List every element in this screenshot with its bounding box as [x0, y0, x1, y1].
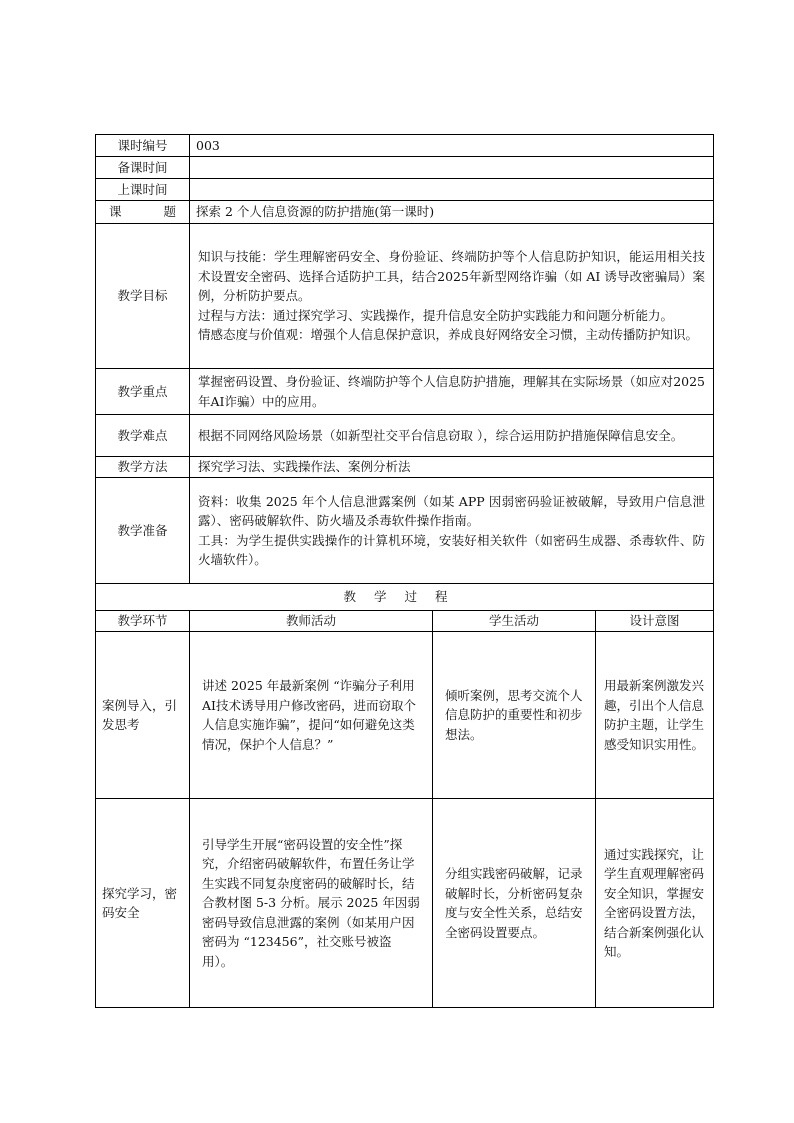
difficulties-value: 根据不同网络风险场景（如新型社交平台信息窃取 ），综合运用防护措施保障信息安全。	[190, 415, 714, 457]
row-process-header	[96, 611, 714, 632]
row-prep-time	[96, 157, 714, 179]
process-stage: 探究学习，密码安全	[96, 799, 190, 1008]
row-difficulties	[96, 415, 714, 457]
goals-label: 教学目标	[96, 224, 190, 369]
col-header-student: 学生活动	[433, 611, 596, 632]
difficulties-label: 教学难点	[96, 415, 190, 457]
goals-attitude: 情感态度与价值观：增强个人信息保护意识，养成良好网络安全习惯，主动传播防护知识。	[198, 327, 699, 343]
process-student-activity: 倾听案例，思考交流个人信息防护的重要性和初步想法。	[433, 632, 596, 799]
col-header-intent: 设计意图	[596, 611, 714, 632]
key-points-label: 教学重点	[96, 369, 190, 415]
process-design-intent: 用最新案例激发兴趣，引出个人信息防护主题，让学生感受知识实用性。	[596, 632, 714, 799]
row-key-points	[96, 369, 714, 415]
table-row	[96, 799, 714, 1008]
lesson-no-label: 课时编号	[96, 135, 190, 157]
row-preparation	[96, 478, 714, 584]
col-header-stage: 教学环节	[96, 611, 190, 632]
lesson-plan-sheet	[95, 134, 713, 1008]
topic-value: 探索 2 个人信息资源的防护措施(第一课时)	[190, 201, 714, 224]
topic-label-part2: 题	[163, 204, 177, 220]
preparation-tools: 工具：为学生提供实践操作的计算机环境，安装好相关软件（如密码生成器、杀毒软件、防火墙软件）。	[198, 532, 706, 567]
row-topic	[96, 201, 714, 224]
process-student-activity: 分组实践密码破解，记录破解时长，分析密码复杂度与安全性关系，总结安全密码设置要点。	[433, 799, 596, 1008]
process-heading: 教学过程	[96, 584, 714, 611]
goals-knowledge: 知识与技能：学生理解密码安全、身份验证、终端防护等个人信息防护知识，能运用相关技术设置安全密码、选择合适防护工具，结合2025年新型网络诈骗（如 AI 诱导改密骗局）案例，分析防护要点。	[198, 249, 706, 304]
process-teacher-activity: 讲述 2025 年最新案例 “诈骗分子利用AI技术诱导用户修改密码，进而窃取个人信息实施诈骗”，提问“如何避免这类情况，保护个人信息？”	[190, 632, 433, 799]
topic-label	[96, 201, 190, 224]
row-goals	[96, 224, 714, 369]
row-class-time	[96, 179, 714, 201]
process-teacher-activity: 引导学生开展“密码设置的安全性”探究，介绍密码破解软件，布置任务让学生实践不同复杂度密码的破解时长，结合教材图 5-3 分析。展示 2025 年因弱密码导致信息泄露的案例（如某用户因密码为 “123456”，社交账号被盗用）。	[190, 799, 433, 1008]
col-header-teacher: 教师活动	[190, 611, 433, 632]
goals-process: 过程与方法：通过探究学习、实践操作，提升信息安全防护实践能力和问题分析能力。	[198, 307, 674, 323]
goals-content	[190, 224, 714, 369]
row-methods	[96, 457, 714, 478]
prep-time-value	[190, 157, 714, 179]
row-process-heading	[96, 584, 714, 611]
lesson-no-value: 003	[190, 135, 714, 157]
preparation-materials: 资料：收集 2025 年个人信息泄露案例（如某 APP 因弱密码验证被破解，导致用户信息泄露）、密码破解软件、防火墙及杀毒软件操作指南。	[198, 493, 706, 528]
topic-label-part1: 课	[108, 204, 122, 220]
table-row	[96, 632, 714, 799]
prep-time-label: 备课时间	[96, 157, 190, 179]
lesson-plan-table	[95, 134, 714, 1008]
process-design-intent: 通过实践探究，让学生直观理解密码安全知识，掌握安全密码设置方法，结合新案例强化认知。	[596, 799, 714, 1008]
preparation-label: 教学准备	[96, 478, 190, 584]
methods-label: 教学方法	[96, 457, 190, 478]
process-stage: 案例导入，引发思考	[96, 632, 190, 799]
row-lesson-no	[96, 135, 714, 157]
preparation-content	[190, 478, 714, 584]
methods-value: 探究学习法、实践操作法、案例分析法	[190, 457, 714, 478]
class-time-label: 上课时间	[96, 179, 190, 201]
class-time-value	[190, 179, 714, 201]
key-points-value: 掌握密码设置、身份验证、终端防护等个人信息防护措施，理解其在实际场景（如应对2025年AI诈骗）中的应用。	[190, 369, 714, 415]
